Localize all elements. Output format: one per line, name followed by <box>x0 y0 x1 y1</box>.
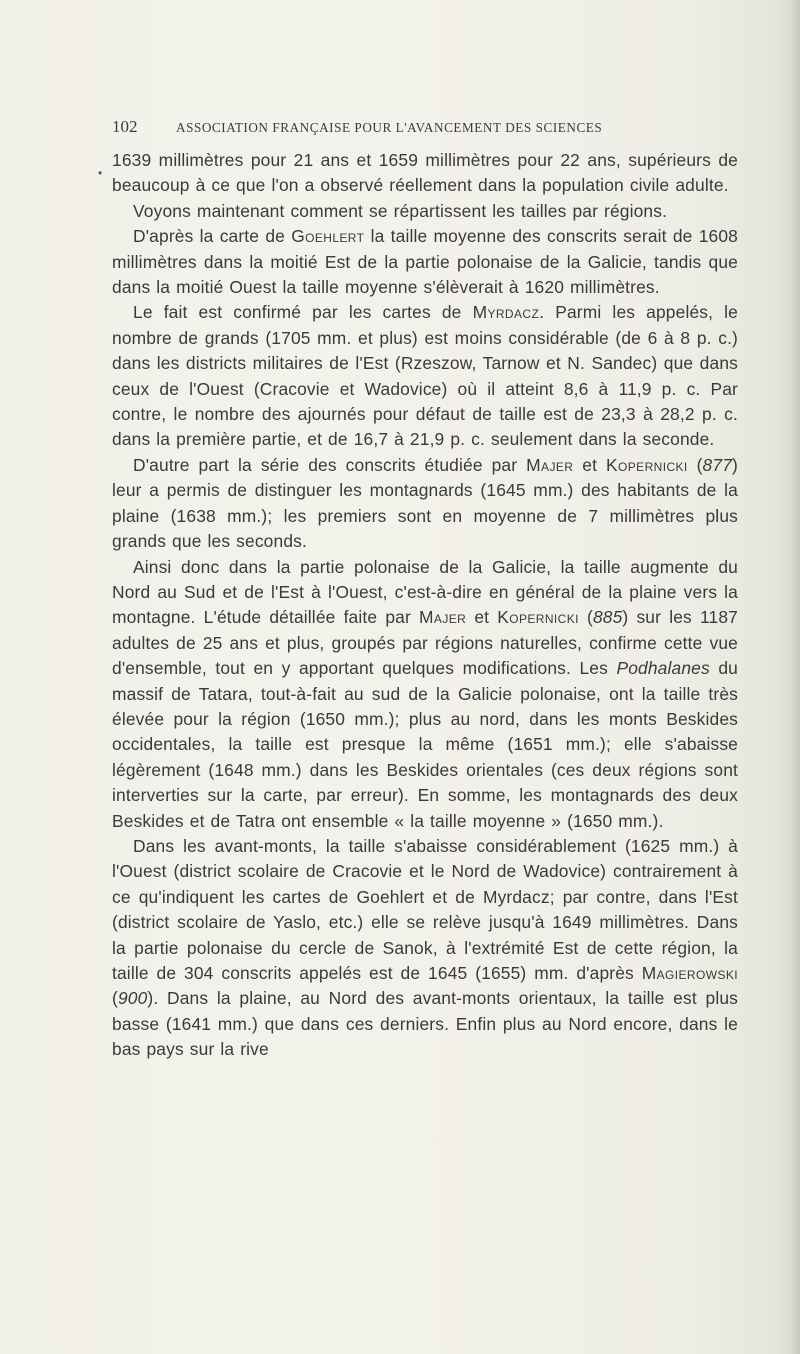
author-kopernicki: Kopernicki <box>606 454 688 475</box>
paragraph-2: Voyons maintenant comment se répartissent les tailles par régions. <box>133 200 668 221</box>
paragraph-5-conj: et <box>573 454 607 475</box>
paragraph-1: 1639 millimètres pour 21 ans et 1659 millimètres pour 22 ans, supérieurs de beaucoup à ce que l'on a observé réellement dans la population civile adulte. <box>112 150 738 196</box>
paragraph-6-open: ( <box>578 607 593 628</box>
term-podhalanes: Podhalanes <box>616 658 710 679</box>
paragraph-5 <box>112 453 738 555</box>
paragraph-6-text: Ainsi donc dans la partie polonaise de la Galicie, la taille augmente du Nord au Sud et de l'Est à l'Ouest, c'est-à-dire en général de la plaine vers la montagne. L'étude détaillée faite par <box>112 556 738 628</box>
author-majer: Majer <box>526 454 574 475</box>
author-majer-2: Majer <box>419 607 467 628</box>
paragraph-6 <box>112 555 738 834</box>
paragraph-5-text-end: ) leur a permis de distinguer les montagnards (1645 mm.) des habitants de la plaine (1638 mm.); les premiers sont en moyenne de 7 millimètres plus grands que les seconds. <box>112 454 738 552</box>
reference-number-885: 885 <box>592 607 623 628</box>
paragraph-6-text-end: du massif de Tatara, tout-à-fait au sud de la Galicie polonaise, ont la taille très élevée pour la région (1650 mm.); plus au nord, dans les monts Beskides occidentales, la taille est presque la même (1651 mm.); elle s'abaisse légèrement (1648 mm.) dans les Beskides orientales (ces deux régions sont interverties sur la carte, par erreur). En somme, les montagnards des deux Beskides et de Tatra ont ensemble « la taille moyenne » (1650 mm.). <box>112 658 738 831</box>
reference-number-877: 877 <box>702 454 733 475</box>
paragraph-7-text-end: ). Dans la plaine, au Nord des avant-monts orientaux, la taille est plus basse (1641 mm.) que dans ces derniers. Enfin plus au Nord encore, dans le bas pays sur la rive <box>112 988 738 1060</box>
author-magierowski: Magierowski <box>641 963 738 983</box>
margin-mark: • <box>98 166 103 180</box>
paragraph-5-open: ( <box>687 454 703 475</box>
paragraph-4 <box>112 300 738 452</box>
running-title: ASSOCIATION FRANÇAISE POUR L'AVANCEMENT DES SCIENCES <box>176 120 603 135</box>
author-goehlert: Goehlert <box>291 226 365 247</box>
author-myrdacz: Myrdacz <box>472 302 540 323</box>
reference-number-900: 900 <box>117 988 148 1009</box>
paragraph-7-open: ( <box>112 988 118 1009</box>
paragraph-4-text: Le fait est confirmé par les cartes de <box>133 302 473 323</box>
author-kopernicki-2: Kopernicki <box>497 607 579 628</box>
page-edge-shadow <box>790 0 800 1354</box>
page-header <box>112 117 642 141</box>
paragraph-6-conj: et <box>466 607 498 628</box>
page-number: 102 <box>112 117 138 136</box>
paragraph-3-text: D'après la carte de <box>133 226 292 247</box>
paragraph-3-text-end: la taille moyenne des conscrits serait de 1608 millimètres dans la moitié Est de la partie polonaise de la Galicie, tandis que dans la moitié Ouest la taille moyenne s'élèverait à 1620 millimètres. <box>112 226 738 298</box>
body-text <box>112 148 738 1063</box>
paragraph-6-text-mid: ) sur les 1187 adultes de 25 ans et plus, groupés par régions naturelles, confirme cette vue d'ensemble, tout en y apportant quelques modifications. Les <box>112 607 738 679</box>
paragraph-5-text: D'autre part la série des conscrits étudiée par <box>133 454 527 475</box>
paragraph-3 <box>112 224 738 300</box>
paragraph-7-text: Dans les avant-monts, la taille s'abaisse considérablement (1625 mm.) à l'Ouest (district scolaire de Cracovie et le Nord de Wadovice) contrairement à ce qu'indiquent les cartes de Goehlert et de Myrdacz; par contre, dans l'Est (district scolaire de Yaslo, etc.) elle se relève jusqu'à 1649 millimètres. Dans la partie polonaise du cercle de Sanok, à l'extrémité Est de cette région, la taille de 304 conscrits appelés est de 1645 (1655) mm. d'après <box>112 835 738 983</box>
paragraph-4-text-end: . Parmi les appelés, le nombre de grands (1705 mm. et plus) est moins considérable (de 6 à 8 p. c.) dans les districts militaires de l'Est (Rzeszow, Tarnow et N. Sandec) que dans ceux de l'Ouest (Cracovie et Wadovice) où il atteint 8,6 à 11,9 p. c. Par contre, le nombre des ajournés pour défaut de taille est de 23,3 à 28,2 p. c. dans la première partie, et de 16,7 à 21,9 p. c. seulement dans la seconde. <box>112 302 739 450</box>
paragraph-7 <box>112 834 738 1063</box>
